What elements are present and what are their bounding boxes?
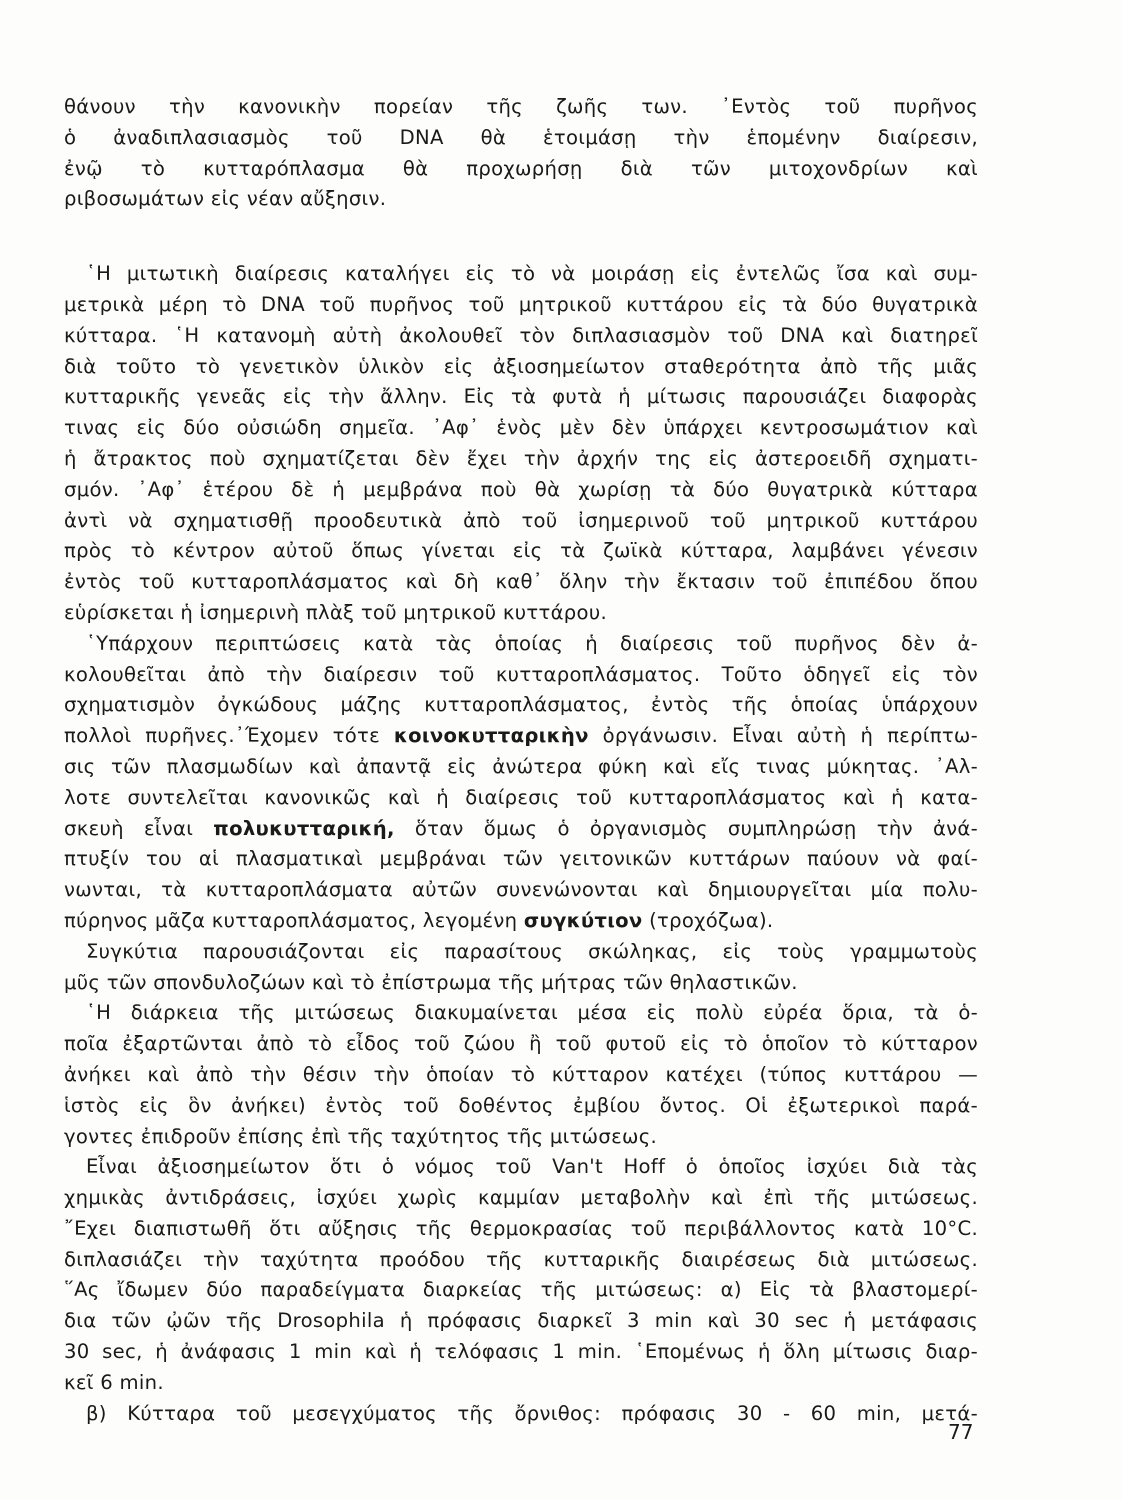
text-line: ἱστὸς εἰς ὃν ἀνήκει) ἐντὸς τοῦ δοθέντος ἐμβίου ὄντος. Οἱ ἐξωτερικοὶ παρά- [64,1093,978,1117]
text-line: ἡ ἄτρακτος ποὺ σχηματίζεται δὲν ἔχει τὴν ἀρχήν της εἰς ἀστεροειδῆ σχηματι- [64,446,978,470]
paragraph-4 [64,937,978,999]
text-line: ἀνήκει καὶ ἀπὸ τὴν θέσιν τὴν ὁποίαν τὸ κύτταρον κατέχει (τύπος κυττάρου — [64,1062,978,1086]
page-body [64,92,978,1429]
text-line: κολουθεῖται ἀπὸ τὴν διαίρεσιν τοῦ κυτταροπλάσματος. Τοῦτο ὁδηγεῖ εἰς τὸν [64,662,978,686]
text-line-rich: σκευὴ εἶναι πολυκυτταρική, ὅταν ὅμως ὁ ὀργανισμὸς συμπληρώσῃ τὴν ἀνά- [64,816,978,840]
text-line: Εἶναι ἀξιοσημείωτον ὅτι ὁ νόμος τοῦ Van't Hoff ὁ ὁποῖος ἰσχύει διὰ τὰς [86,1155,978,1179]
paragraph-7 [64,1399,978,1430]
text-line: ῎Εχει διαπιστωθῆ ὅτι αὔξησις τῆς θερμοκρασίας τοῦ περιβάλλοντος κατὰ 10°C. [64,1216,978,1240]
text-line: λοτε συντελεῖται κανονικῶς καὶ ἡ διαίρεσις τοῦ κυτταροπλάσματος καὶ ἡ κατα- [64,785,978,809]
paragraph-5 [64,998,978,1152]
paragraph-3 [64,629,978,937]
text-line: κεῖ 6 min. [64,1370,164,1394]
text-line: δια τῶν ᾠῶν τῆς Drosophila ἡ πρόφασις διαρκεῖ 3 min καὶ 30 sec ἡ μετάφασις [64,1309,978,1333]
text-line: κύτταρα. ῾Η κατανομὴ αὐτὴ ἀκολουθεῖ τὸν διπλασιασμὸν τοῦ DNA καὶ διατηρεῖ [64,323,978,347]
text-line: ῾Η διάρκεια τῆς μιτώσεως διακυμαίνεται μέσα εἰς πολὺ εὐρέα ὅρια, τὰ ὁ- [86,1001,978,1025]
bold-term: κοινοκυτταρικὴν [393,724,589,748]
text-line: τινας εἰς δύο οὐσιώδη σημεῖα. ᾿Αφ᾿ ἑνὸς μὲν δὲν ὑπάρχει κεντροσωμάτιον καὶ [64,416,978,440]
text-line: πρὸς τὸ κέντρον αὐτοῦ ὅπως γίνεται εἰς τὰ ζωϊκὰ κύτταρα, λαμβάνει γένεσιν [64,539,978,563]
text-line: μῦς τῶν σπονδυλοζώων καὶ τὸ ἐπίστρωμα τῆς μήτρας τῶν θηλαστικῶν. [64,970,798,994]
text-line: μετρικὰ μέρη τὸ DNA τοῦ πυρῆνος τοῦ μητρικοῦ κυττάρου εἰς τὰ δύο θυγατρικὰ [64,292,978,316]
text-line: γοντες ἐπιδροῦν ἐπίσης ἐπὶ τῆς ταχύτητος τῆς μιτώσεως. [64,1124,658,1148]
text-line-rich: πύρηνος μᾶζα κυτταροπλάσματος, λεγομένη συγκύτιον (τροχόζωα). [64,908,774,932]
text-line: ριβοσωμάτων εἰς νέαν αὔξησιν. [64,187,387,211]
bold-term: συγκύτιον [523,908,643,932]
text-line: ῞Ας ἴδωμεν δύο παραδείγματα διαρκείας τῆς μιτώσεως: α) Εἰς τὰ βλαστομερί- [64,1278,978,1302]
page-number: 77 [948,1420,974,1444]
text-line: ῾Υπάρχουν περιπτώσεις κατὰ τὰς ὁποίας ἡ διαίρεσις τοῦ πυρῆνος δὲν ἀ- [86,631,978,655]
text-line: ἀντὶ νὰ σχηματισθῇ προοδευτικὰ ἀπὸ τοῦ ἰσημερινοῦ τοῦ μητρικοῦ κυττάρου [64,508,978,532]
text-line: σις τῶν πλασμωδίων καὶ ἀπαντᾷ εἰς ἀνώτερα φύκη καὶ εἴς τινας μύκητας. ᾿Αλ- [64,754,978,778]
text-line: σμόν. ᾿Αφ᾿ ἑτέρου δὲ ἡ μεμβράνα ποὺ θὰ χωρίσῃ τὰ δύο θυγατρικὰ κύτταρα [64,477,978,501]
text-line: ἐνῷ τὸ κυτταρόπλασμα θὰ προχωρήσῃ διὰ τῶν μιτοχονδρίων καὶ [64,156,978,180]
text-line: ῾Η μιτωτικὴ διαίρεσις καταλήγει εἰς τὸ νὰ μοιράσῃ εἰς ἐντελῶς ἴσα καὶ συμ- [86,262,978,286]
text-line: 30 sec, ἡ ἀνάφασις 1 min καὶ ἡ τελόφασις 1 min. ῾Επομένως ἡ ὅλη μίτωσις διαρ- [64,1340,978,1364]
text-line: κυτταρικῆς γενεᾶς εἰς τὴν ἄλλην. Εἰς τὰ φυτὰ ἡ μίτωσις παρουσιάζει διαφορὰς [64,385,978,409]
text-line: διὰ τοῦτο τὸ γενετικὸν ὑλικὸν εἰς ἀξιοσημείωτον σταθερότητα ἀπὸ τῆς μιᾶς [64,354,978,378]
text-line: ὁ ἀναδιπλασιασμὸς τοῦ DNA θὰ ἑτοιμάσῃ τὴν ἑπομένην διαίρεσιν, [64,125,978,149]
text-line: νωνται, τὰ κυτταροπλάσματα αὐτῶν συνενώνονται καὶ δημιουργεῖται μία πολυ- [64,878,978,902]
text-line: σχηματισμὸν ὀγκώδους μάζης κυτταροπλάσματος, ἐντὸς τῆς ὁποίας ὑπάρχουν [64,693,978,717]
text-line: διπλασιάζει τὴν ταχύτητα προόδου τῆς κυτταρικῆς διαιρέσεως διὰ μιτώσεως. [64,1247,978,1271]
bold-term: πολυκυτταρική, [213,816,395,840]
text-line: εὑρίσκεται ἡ ἰσημερινὴ πλὰξ τοῦ μητρικοῦ κυττάρου. [64,600,607,624]
text-line: θάνουν τὴν κανονικὴν πορείαν τῆς ζωῆς των. ᾿Εντὸς τοῦ πυρῆνος [64,95,978,118]
paragraph-6 [64,1152,978,1398]
text-line: ποῖα ἐξαρτῶνται ἀπὸ τὸ εἶδος τοῦ ζώου ἢ τοῦ φυτοῦ εἰς τὸ ὁποῖον τὸ κύτταρον [64,1032,978,1056]
text-line: πτυξίν του αἱ πλασματικαὶ μεμβράναι τῶν γειτονικῶν κυττάρων παύουν νὰ φαί- [64,847,978,871]
text-line: Συγκύτια παρουσιάζονται εἰς παρασίτους σκώληκας, εἰς τοὺς γραμμωτοὺς [86,939,978,963]
text-line-rich: πολλοὶ πυρῆνες.᾿Έχομεν τότε κοινοκυτταρικὴν ὀργάνωσιν. Εἶναι αὐτὴ ἡ περίπτω- [64,724,978,748]
paragraph-1 [64,92,978,215]
text-line: β) Κύτταρα τοῦ μεσεγχύματος τῆς ὄρνιθος: πρόφασις 30 - 60 min, μετά- [86,1401,978,1425]
text-line: χημικὰς ἀντιδράσεις, ἰσχύει χωρὶς καμμίαν μεταβολὴν καὶ ἐπὶ τῆς μιτώσεως. [64,1186,978,1210]
paragraph-2 [64,259,978,629]
text-line: ἐντὸς τοῦ κυτταροπλάσματος καὶ δὴ καθ᾿ ὅλην τὴν ἔκτασιν τοῦ ἐπιπέδου ὅπου [64,570,978,594]
